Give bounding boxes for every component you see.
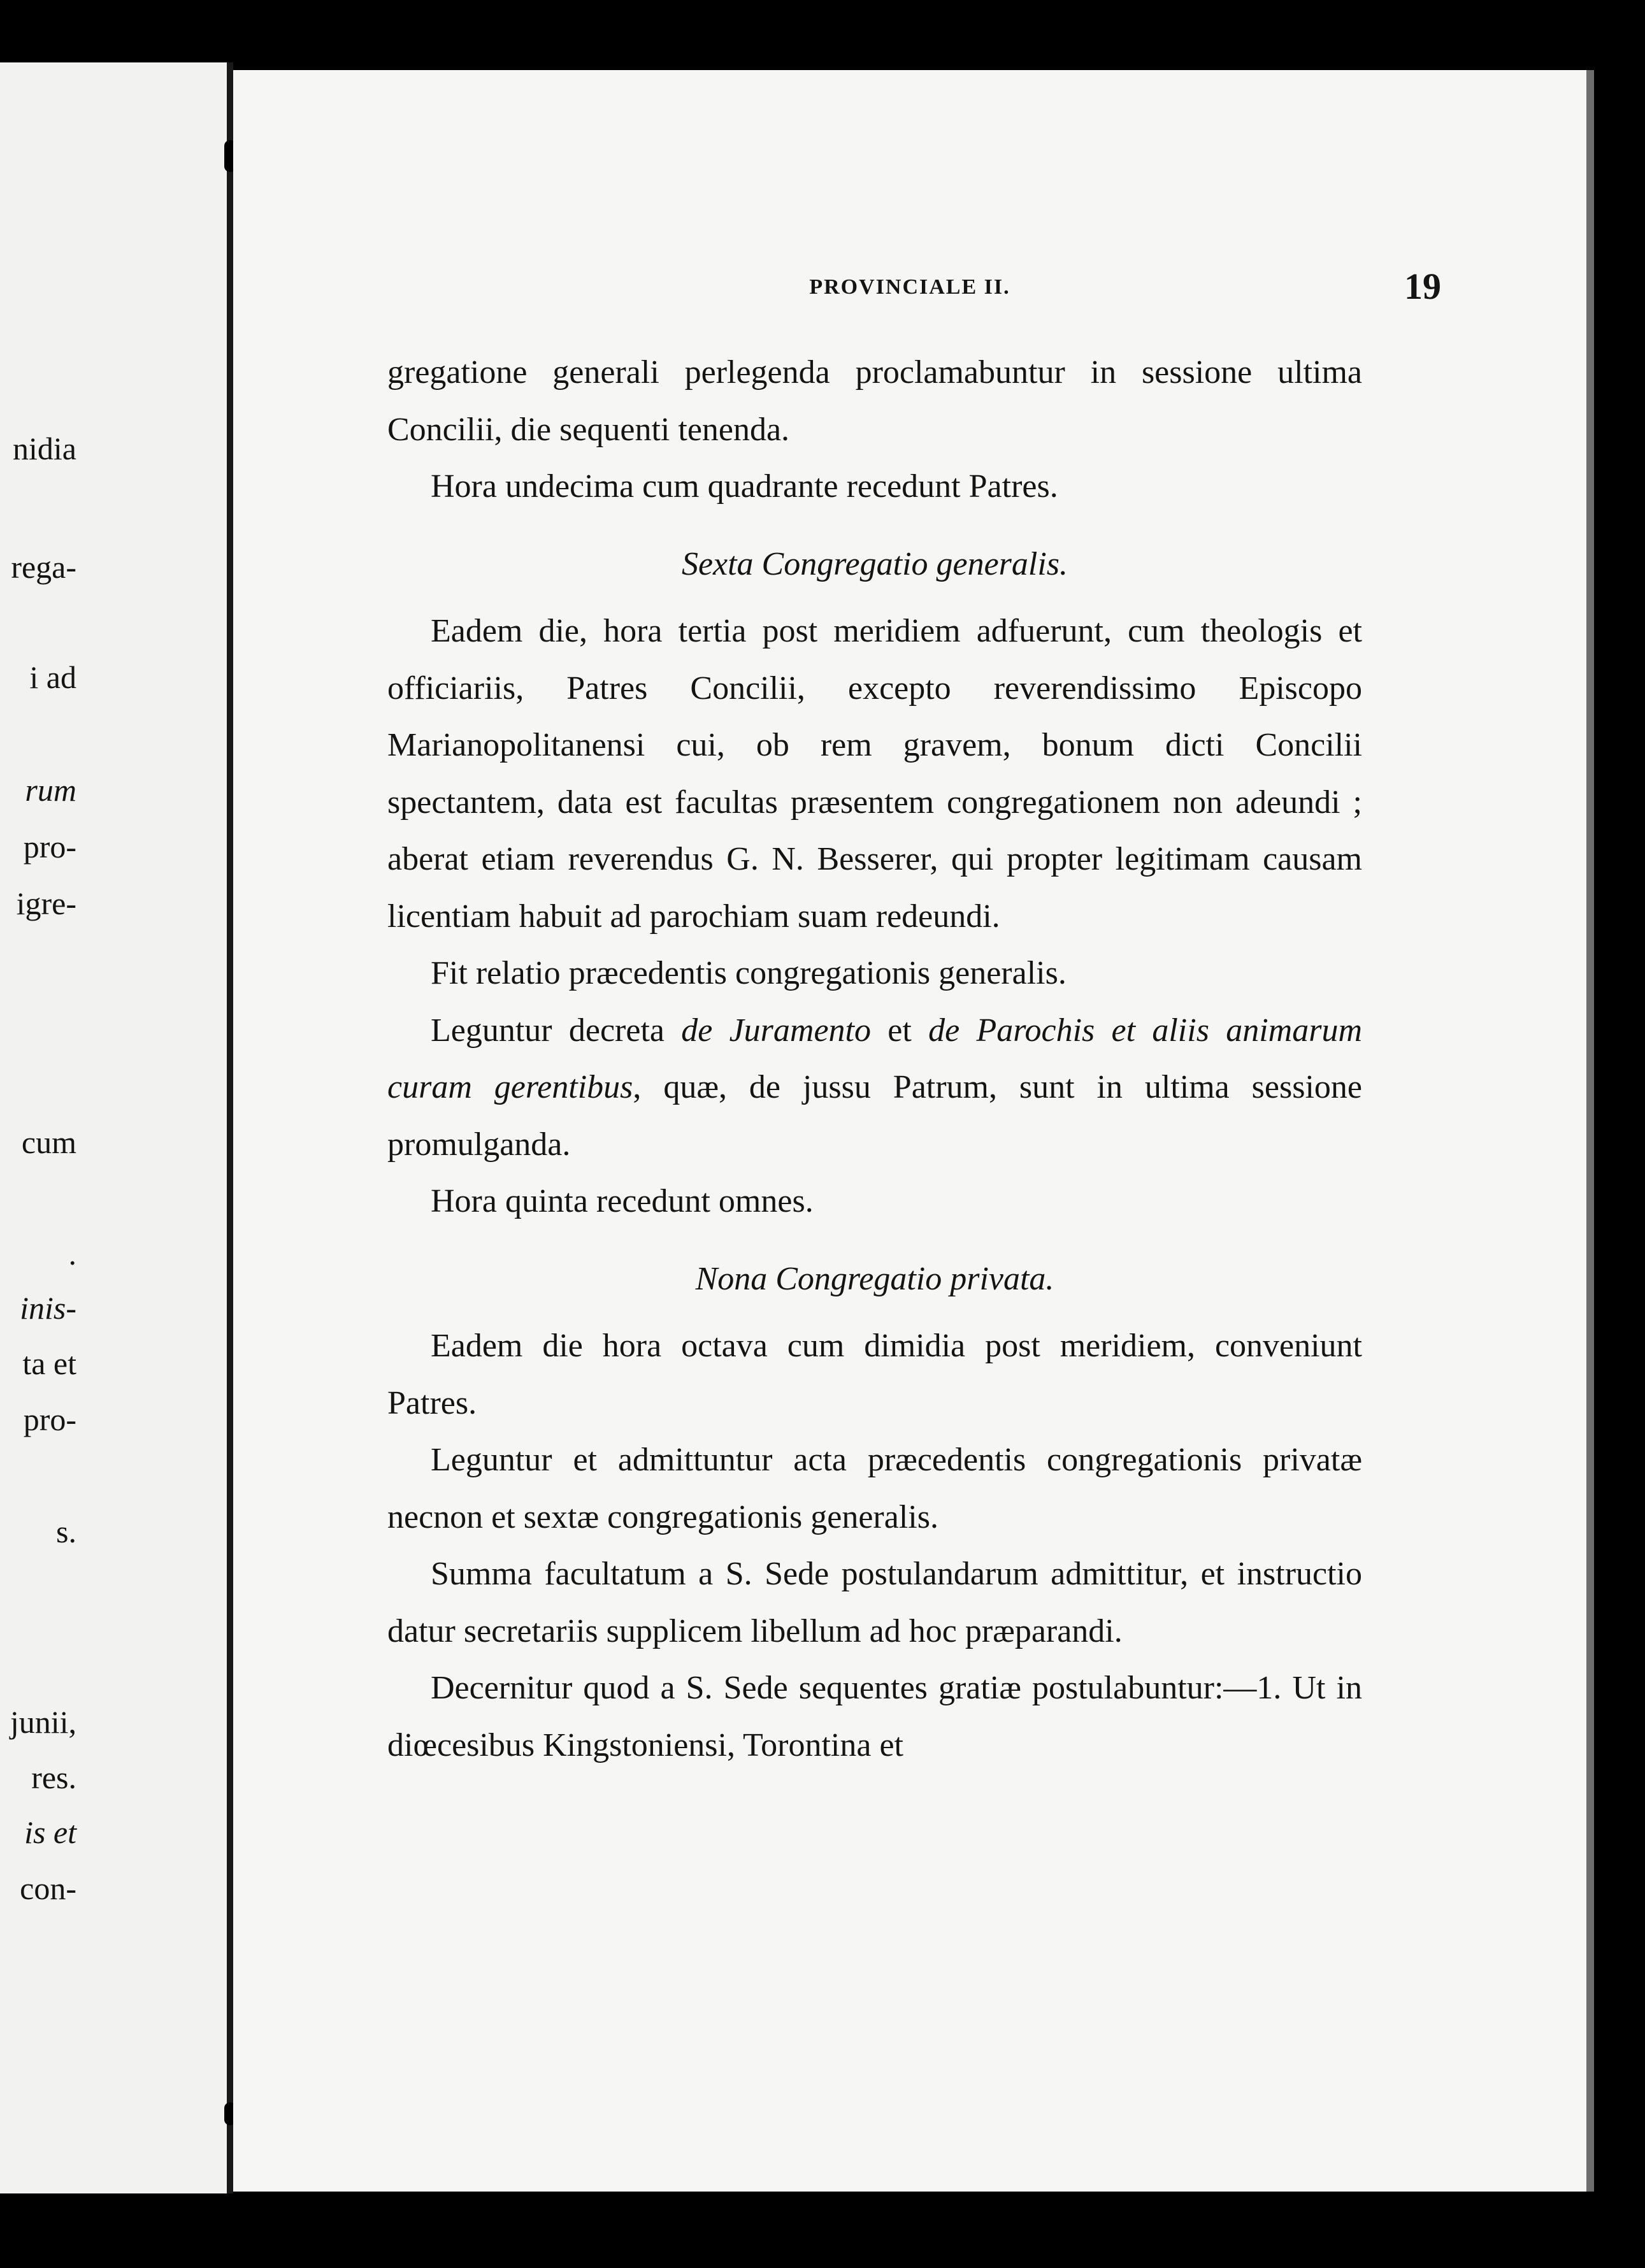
paragraph: Summa facultatum a S. Sede postulandarum admittitur, et instructio datur secretariis supplicem libellum ad hoc præparandi. (387, 1556, 1362, 1649)
left-fragment: pro- (23, 1402, 76, 1437)
paragraph: Decernitur quod a S. Sede sequentes gratiæ postulabuntur:—1. Ut in diœcesibus Kingstoniensi, Torontina et (387, 1670, 1362, 1763)
section-heading: Sexta Congregatio generalis. (681, 545, 1068, 582)
left-fragment: s. (56, 1514, 76, 1549)
left-fragment: junii, (10, 1704, 76, 1740)
left-fragment: . (68, 1236, 76, 1272)
body-text (387, 344, 1362, 1774)
italic-title: de Parochis et aliis animarum curam gerentibus (387, 1012, 1362, 1105)
left-fragment: is et (24, 1814, 76, 1850)
paragraph (387, 1002, 1362, 1173)
left-fragment: i ad (29, 659, 76, 695)
paragraph: gregatione generali perlegenda proclamabuntur in sessione ultima Concilii, die sequenti tenenda. (387, 354, 1362, 448)
left-page (0, 62, 227, 2193)
paragraph: Eadem die, hora tertia post meridiem adfuerunt, cum theologis et officiariis, Patres Concilii, excepto reverendissimo Episcopo Marianopolitanensi cui, ob rem gravem, bonum dicti Concilii spectantem, data est facultas præsentem congregationem non adeundi ; aberat etiam reverendus G. N. Besserer, qui propter legitimam causam licentiam habuit ad parochiam suam redeundi. (387, 613, 1362, 935)
left-fragment: nidia (13, 431, 76, 466)
left-fragment: pro- (23, 829, 76, 865)
paragraph: Hora quinta recedunt omnes. (431, 1183, 814, 1219)
italic-title: de Juramento (681, 1012, 872, 1049)
running-head: PROVINCIALE II. (809, 275, 1010, 299)
page-edge (1586, 70, 1594, 2192)
book-spine (227, 62, 233, 2193)
left-fragment: rum (25, 772, 76, 808)
section-heading: Nona Congregatio privata. (695, 1260, 1054, 1297)
paragraph: Leguntur et admittuntur acta præcedentis congregationis privatæ necnon et sextæ congregationis generalis. (387, 1442, 1362, 1535)
left-fragment: cum (21, 1124, 76, 1160)
left-fragment: res. (31, 1760, 76, 1795)
left-fragment: ta et (22, 1346, 76, 1381)
left-fragment: rega- (11, 549, 76, 585)
text-run: et (871, 1012, 929, 1049)
paragraph: Hora undecima cum quadrante recedunt Patres. (431, 468, 1058, 505)
page-number: 19 (1404, 266, 1441, 307)
text-run: Leguntur decreta (431, 1012, 682, 1049)
left-fragment: inis- (20, 1290, 76, 1326)
text-run: , quæ, de jussu Patrum, sunt in ultima sessione promulganda. (387, 1069, 1362, 1163)
paragraph: Eadem die hora octava cum dimidia post meridiem, conveniunt Patres. (387, 1328, 1362, 1421)
right-page (233, 70, 1586, 2192)
paragraph: Fit relatio præcedentis congregationis generalis. (431, 955, 1067, 991)
left-fragment: con- (20, 1870, 76, 1906)
left-fragment: igre- (16, 886, 76, 921)
